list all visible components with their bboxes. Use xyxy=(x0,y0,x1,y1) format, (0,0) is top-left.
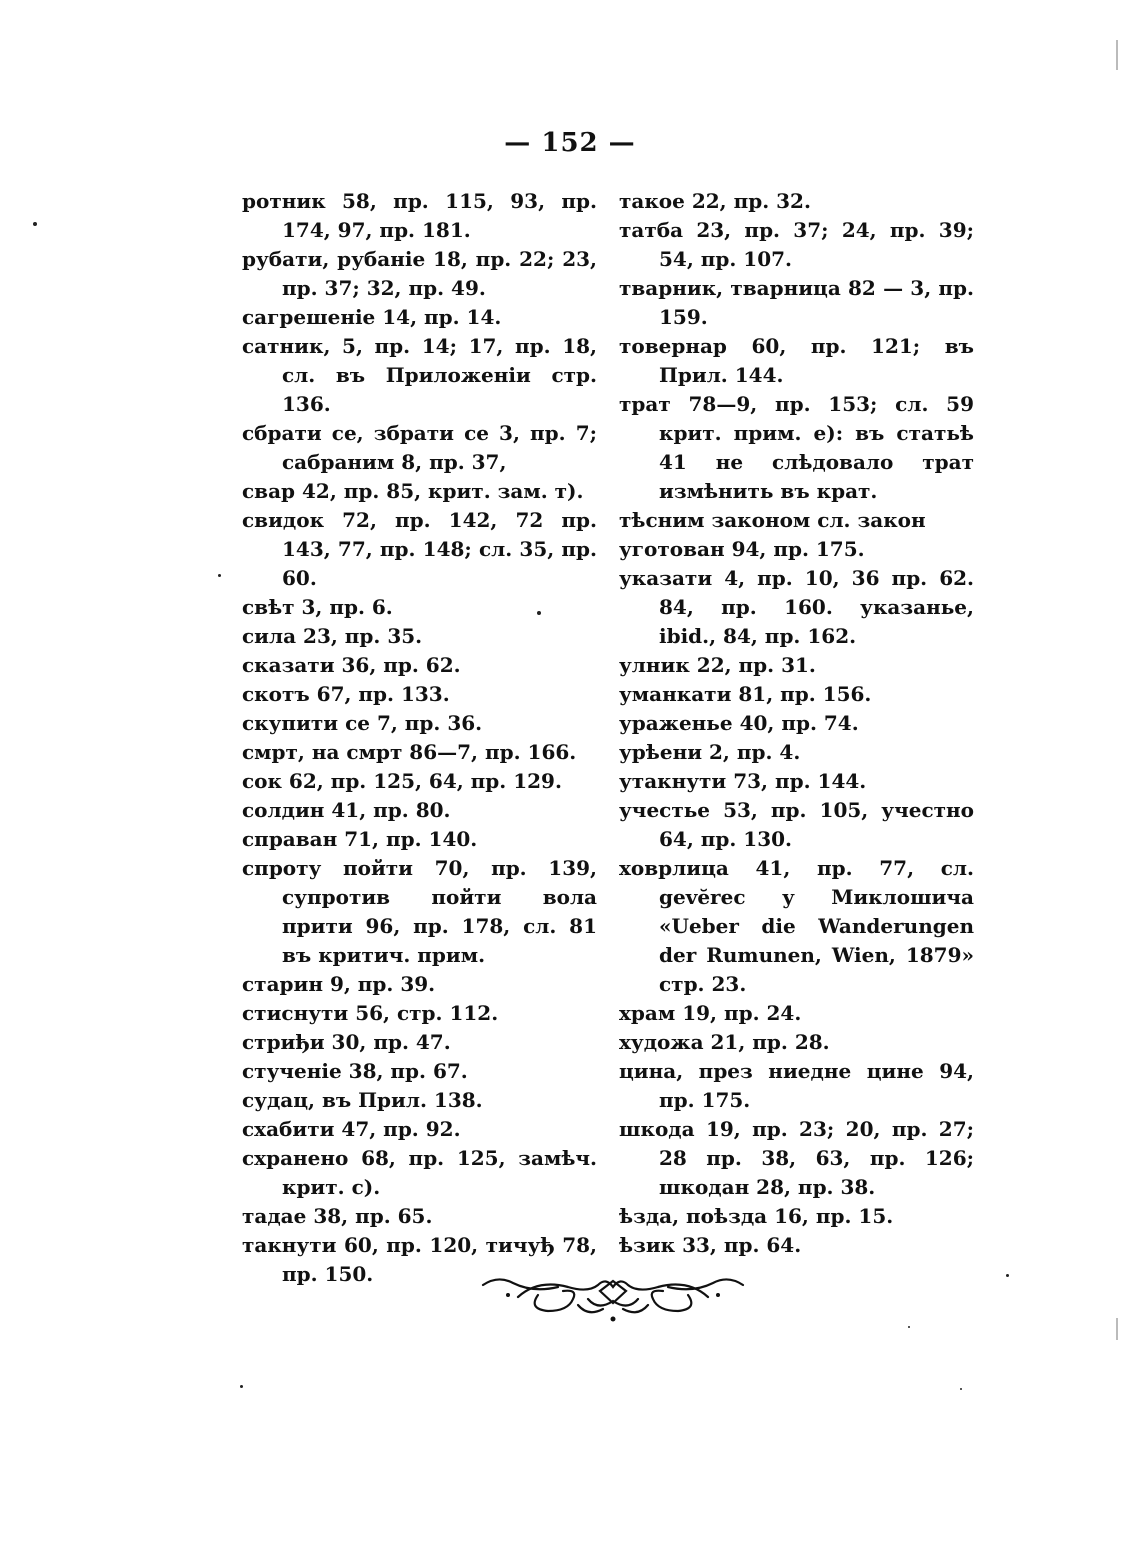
index-entry: ѣзик 33, пр. 64. xyxy=(619,1233,802,1257)
index-entry: сила 23, пр. 35. xyxy=(242,624,423,648)
index-entry: тварник, тварница 82 — 3, пр. 159. xyxy=(619,276,974,329)
index-entry: скотъ 67, пр. 133. xyxy=(242,682,450,706)
index-entry: урѣени 2, пр. 4. xyxy=(619,740,801,764)
index-entry: тѣсним законом сл. закон xyxy=(619,508,926,532)
index-entry: сатник, 5, пр. 14; 17, пр. 18, сл. въ Приложеніи стр. 136. xyxy=(242,334,597,416)
index-entry: справан 71, пр. 140. xyxy=(242,827,478,851)
print-speck xyxy=(218,574,221,577)
index-entry: сказати 36, пр. 62. xyxy=(242,653,461,677)
index-entry: трат 78—9, пр. 153; сл. 59 крит. прим. е): въ статьѣ 41 не слѣдовало трат измѣнить въ крат. xyxy=(619,392,974,503)
index-column-right xyxy=(619,187,974,1260)
index-entry: цина, през ниедне цине 94, пр. 175. xyxy=(619,1059,974,1112)
index-entry: свѣт 3, пр. 6. xyxy=(242,595,393,619)
index-entry: сок 62, пр. 125, 64, пр. 129. xyxy=(242,769,562,793)
print-speck xyxy=(537,611,541,615)
print-speck xyxy=(1006,1274,1009,1277)
index-entry: стученіе 38, пр. 67. xyxy=(242,1059,468,1083)
index-entry: стиснути 56, стр. 112. xyxy=(242,1001,499,1025)
index-entry: храм 19, пр. 24. xyxy=(619,1001,802,1025)
index-entry: уготован 94, пр. 175. xyxy=(619,537,865,561)
print-speck xyxy=(240,1385,243,1388)
index-entry: ѣзда, поѣзда 16, пр. 15. xyxy=(619,1204,894,1228)
index-entry: указати 4, пр. 10, 36 пр. 62. 84, пр. 160. указанье, ibid., 84, пр. 162. xyxy=(619,566,974,648)
index-entry: уманкати 81, пр. 156. xyxy=(619,682,872,706)
index-entry: спроту пойти 70, пр. 139, супротив пойти вола прити 96, пр. 178, сл. 81 въ критич. прим. xyxy=(242,856,597,967)
ornament-flourish-icon xyxy=(478,1265,748,1325)
page-number: — 152 — xyxy=(504,128,636,158)
index-entry: художа 21, пр. 28. xyxy=(619,1030,830,1054)
index-entry: схранено 68, пр. 125, замѣч. крит. с). xyxy=(242,1146,597,1199)
index-entry: такнути 60, пр. 120, тичуђ 78, пр. 150. xyxy=(242,1233,597,1286)
index-entry: утакнути 73, пр. 144. xyxy=(619,769,867,793)
index-entry: старин 9, пр. 39. xyxy=(242,972,436,996)
print-speck xyxy=(33,222,37,226)
index-entry: ховрлица 41, пр. 77, сл. gevĕrec у Миклошича «Ueber die Wanderungen der Rumunen, Wien, 1879» стр. 23. xyxy=(619,856,974,996)
page-edge-line xyxy=(1116,40,1118,70)
index-entry: татба 23, пр. 37; 24, пр. 39; 54, пр. 107. xyxy=(619,218,974,271)
index-entry: ураженье 40, пр. 74. xyxy=(619,711,859,735)
index-entry: такое 22, пр. 32. xyxy=(619,189,811,213)
print-speck xyxy=(908,1326,910,1328)
index-entry: скупити се 7, пр. 36. xyxy=(242,711,483,735)
index-entry: тадае 38, пр. 65. xyxy=(242,1204,433,1228)
index-column-left xyxy=(242,187,597,1289)
index-entry: рубати, рубаніе 18, пр. 22; 23, пр. 37; 32, пр. 49. xyxy=(242,247,597,300)
index-entry: стриђи 30, пр. 47. xyxy=(242,1030,451,1054)
index-entry: шкода 19, пр. 23; 20, пр. 27; 28 пр. 38, 63, пр. 126; шкодан 28, пр. 38. xyxy=(619,1117,974,1199)
page-edge-line xyxy=(1116,1318,1118,1340)
index-entry: свидок 72, пр. 142, 72 пр. 143, 77, пр. 148; сл. 35, пр. 60. xyxy=(242,508,597,590)
index-entry: улник 22, пр. 31. xyxy=(619,653,816,677)
index-entry: судац, въ Прил. 138. xyxy=(242,1088,483,1112)
index-entry: свар 42, пр. 85, крит. зам. т). xyxy=(242,479,584,503)
index-entry: сагрешеніе 14, пр. 14. xyxy=(242,305,502,329)
index-entry: смрт, на смрт 86—7, пр. 166. xyxy=(242,740,577,764)
index-entry: ротник 58, пр. 115, 93, пр. 174, 97, пр. 181. xyxy=(242,189,597,242)
index-entry: учестье 53, пр. 105, учестно 64, пр. 130. xyxy=(619,798,974,851)
index-entry: товернар 60, пр. 121; въ Прил. 144. xyxy=(619,334,974,387)
index-entry: схабити 47, пр. 92. xyxy=(242,1117,461,1141)
index-entry: солдин 41, пр. 80. xyxy=(242,798,451,822)
print-speck xyxy=(960,1388,962,1390)
index-entry: сбрати се, збрати се 3, пр. 7; сабраним 8, пр. 37, xyxy=(242,421,597,474)
